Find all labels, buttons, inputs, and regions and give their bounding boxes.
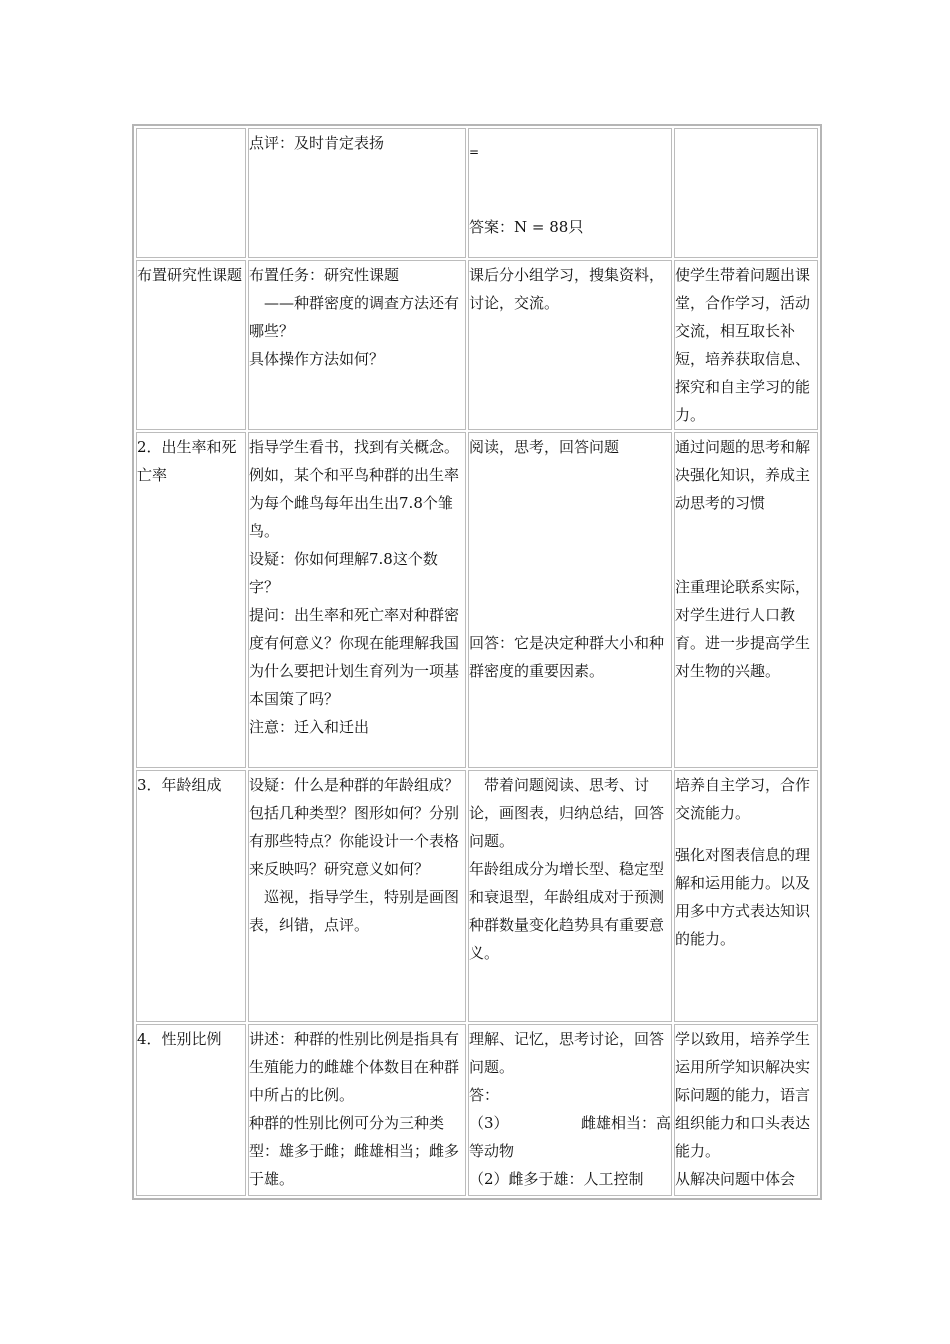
text-line: 注意：迁入和迁出 <box>249 718 370 736</box>
table-row <box>136 128 818 258</box>
purpose-cell <box>674 128 818 258</box>
text-line: 具体操作方法如何？ <box>249 350 385 368</box>
text-line: 设疑：你如何理解7.8这个数字？ <box>249 550 438 596</box>
purpose-cell <box>674 1024 818 1196</box>
text-line: 设疑：什么是种群的年龄组成？包括几种类型？图形如何？分别有那些特点？你能设计一个表格来反映吗？研究意义如何？ <box>249 776 460 878</box>
teacher-cell <box>248 432 466 768</box>
table-row <box>136 770 818 1022</box>
text-line: 理解、记忆，思考讨论，回答问题。 <box>469 1030 665 1076</box>
topic-cell: 2．出生率和死亡率 <box>136 432 246 768</box>
lesson-plan-table <box>132 124 822 1200</box>
student-cell <box>468 432 672 768</box>
topic-cell <box>136 128 246 258</box>
text-line: 年龄组成分为增长型、稳定型和衰退型，年龄组成对于预测种群数量变化趋势具有重要意义。 <box>469 860 665 962</box>
text-line: 带着问题阅读、思考、讨论，画图表，归纳总结，回答问题。 <box>469 776 665 850</box>
equation-placeholder: = <box>469 145 480 159</box>
topic-cell: 4．性别比例 <box>136 1024 246 1196</box>
text-line: 从解决问题中体会 <box>675 1170 796 1188</box>
text-line: ——种群密度的调查方法还有哪些？ <box>249 294 460 340</box>
text-line: 学以致用，培养学生运用所学知识解决实际问题的能力，语言组织能力和口头表达能力。 <box>675 1030 811 1160</box>
student-cell <box>468 260 672 430</box>
table-row <box>136 1024 818 1196</box>
text-line: 指导学生看书，找到有关概念。 <box>249 438 460 456</box>
table-row <box>136 432 818 768</box>
text-line: 答： <box>469 1086 500 1104</box>
purpose-cell <box>674 770 818 1022</box>
teacher-cell <box>248 260 466 430</box>
text-line: 例如，某个和平鸟种群的出生率为每个雌鸟每年出生出7.8个雏鸟。 <box>249 466 460 540</box>
text-line: 课后分小组学习，搜集资料，讨论，交流。 <box>469 266 665 312</box>
text-line: 使学生带着问题出课堂，合作学习，活动交流，相互取长补短，培养获取信息、探究和自主学习的能力。 <box>675 266 811 424</box>
text-line: （2）雌多于雄：人工控制 <box>469 1170 644 1188</box>
text-line: 巡视，指导学生，特别是画图表，纠错，点评。 <box>249 888 460 934</box>
text-line: 注重理论联系实际，对学生进行人口教育。进一步提高学生对生物的兴趣。 <box>675 578 811 680</box>
teacher-cell <box>248 1024 466 1196</box>
text-line: 通过问题的思考和解决强化知识，养成主动思考的习惯 <box>675 438 811 512</box>
text-line: 讲述：种群的性别比例是指具有生殖能力的雌雄个体数目在种群中所占的比例。 <box>249 1030 460 1104</box>
purpose-cell <box>674 432 818 768</box>
student-cell <box>468 1024 672 1196</box>
answer-text: 答案：N = 88只 <box>469 218 584 236</box>
text-line: 等动物 <box>469 1142 515 1160</box>
text-line: 提问：出生率和死亡率对种群密度有何意义？你现在能理解我国为什么要把计划生育列为一项基本国策了吗？ <box>249 606 460 708</box>
text-line: 点评：及时肯定表扬 <box>249 134 385 152</box>
topic-cell: 3．年龄组成 <box>136 770 246 1022</box>
text-line: 回答：它是决定种群大小和种群密度的重要因素。 <box>469 634 665 680</box>
text-line: 强化对图表信息的理解和运用能力。以及用多中方式表达知识的能力。 <box>675 846 811 948</box>
purpose-cell <box>674 260 818 430</box>
table-row <box>136 260 818 430</box>
text-line: 阅读，思考，回答问题 <box>469 438 620 456</box>
list-marker: （3） <box>469 1114 509 1132</box>
text-line: 培养自主学习，合作交流能力。 <box>675 776 811 822</box>
topic-cell: 布置研究性课题 <box>136 260 246 430</box>
student-cell <box>468 128 672 258</box>
student-cell <box>468 770 672 1022</box>
text-line: 布置任务：研究性课题 <box>249 266 400 284</box>
text-line <box>469 1109 671 1137</box>
teacher-cell <box>248 770 466 1022</box>
list-text: 雌雄相当：高 <box>580 1114 671 1132</box>
text-line: 种群的性别比例可分为三种类型：雄多于雌；雌雄相当；雌多于雄。 <box>249 1114 460 1188</box>
teacher-cell <box>248 128 466 258</box>
